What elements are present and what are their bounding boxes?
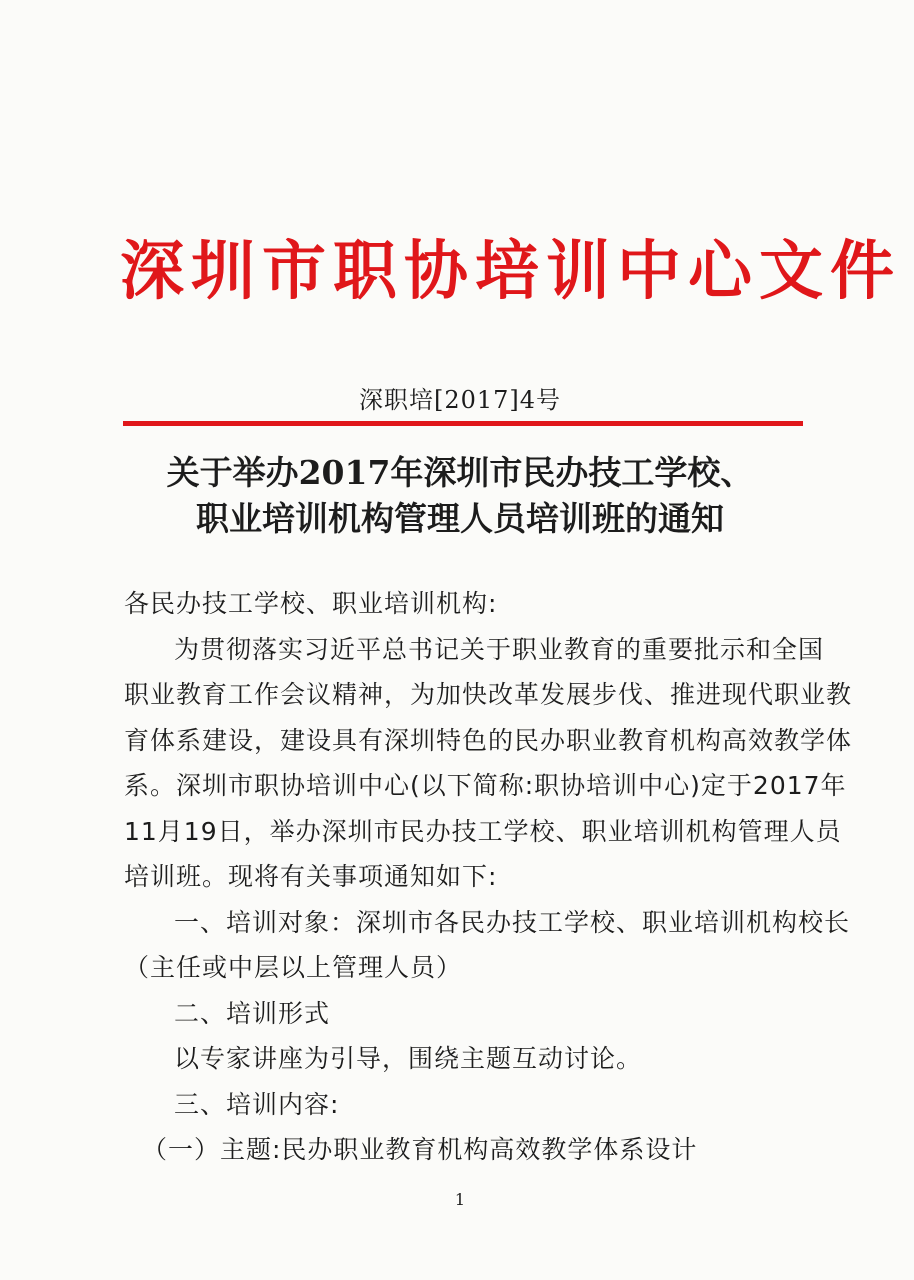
page-number: 1 [454,1190,466,1209]
notice-title-line-2: 职业培训机构管理人员培训班的通知 [196,499,724,538]
body-line: 育体系建设，建设具有深圳特色的民办职业教育机构高效教学体 [124,725,853,755]
document-header-title: 深圳市职协培训中心文件 [120,235,901,309]
section-training-content-topic: （一）主题:民办职业教育机构高效教学体系设计 [142,1135,698,1164]
body-line: 11月19日，举办深圳市民办技工学校、职业培训机构管理人员 [124,816,842,846]
notice-title [120,450,800,542]
body-line: 培训班。现将有关事项通知如下: [124,862,498,891]
notice-title-line-1: 关于举办2017年深圳市民办技工学校、 [166,453,754,492]
section-training-target-note: （主任或中层以上管理人员） [124,953,463,982]
body-line: 系。深圳市职协培训中心(以下简称:职协培训中心)定于2017年 [124,771,847,800]
section-training-target: 一、培训对象：深圳市各民办技工学校、职业培训机构校长 [174,907,851,937]
red-divider [123,421,803,426]
notice-body [124,581,853,1173]
section-training-format-heading: 二、培训形式 [174,998,331,1028]
body-line: 为贯彻落实习近平总书记关于职业教育的重要批示和全国 [174,634,825,664]
document-number: 深职培[2017]4号 [358,386,562,414]
body-line: 职业教育工作会议精神，为加快改革发展步伐、推进现代职业教 [124,680,853,709]
section-training-content-heading: 三、培训内容: [174,1089,340,1119]
section-training-format-text: 以专家讲座为引导，围绕主题互动讨论。 [174,1044,643,1073]
salutation: 各民办技工学校、职业培训机构: [124,589,498,618]
